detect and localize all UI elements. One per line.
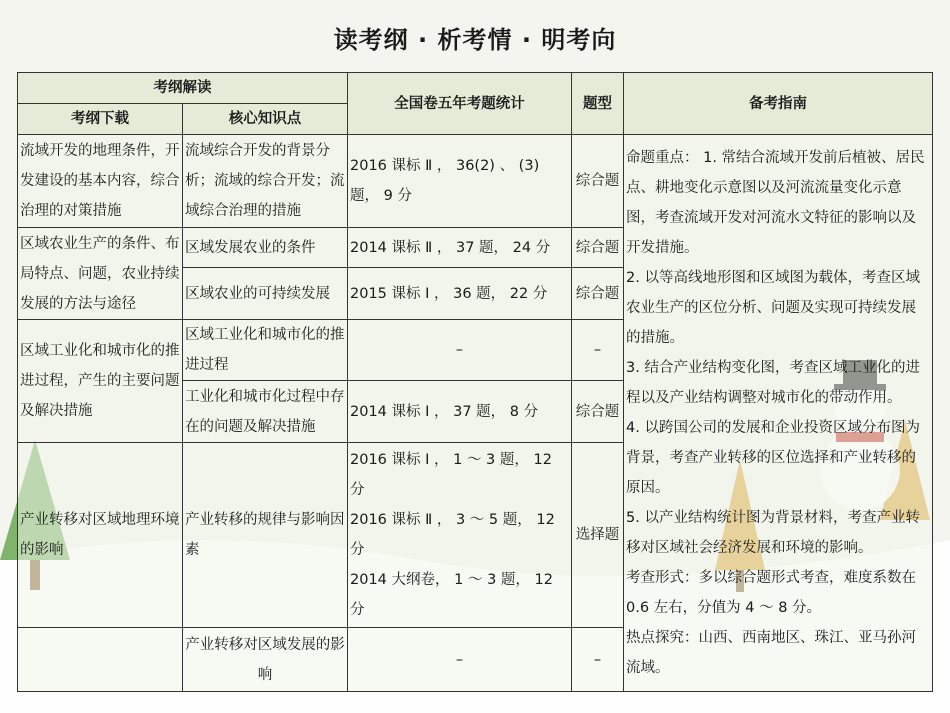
guide-point-4: 4. 以跨国公司的发展和企业投资区域分布图为背景，考查产业转移的区位选择和产业转移的原因。 — [626, 420, 920, 496]
header-knowledge: 核心知识点 — [183, 104, 348, 135]
stats-cell: 2015 课标 Ⅰ ， 36 题， 22 分 — [348, 268, 572, 320]
knowledge-cell: 区域工业化和城市化的推进过程 — [183, 320, 348, 381]
type-cell: 综合题 — [572, 381, 624, 443]
stats-line: 2016 课标 Ⅱ ， 3 ～ 5 题， 12 分 — [350, 512, 555, 558]
stats-cell: – — [348, 628, 572, 692]
header-stats: 全国卷五年考题统计 — [348, 73, 572, 135]
stats-cell: 2016 课标 Ⅱ ， 36(2) 、 (3) 题， 9 分 — [348, 135, 572, 228]
knowledge-cell: 产业转移的规律与影响因素 — [183, 443, 348, 628]
knowledge-cell: 区域发展农业的条件 — [183, 228, 348, 268]
header-guide: 备考指南 — [624, 73, 933, 135]
guide-point-2: 2. 以等高线地形图和区域图为载体，考查区域农业生产的区位分析、问题及实现可持续发展的措施。 — [626, 270, 920, 346]
knowledge-cell: 工业化和城市化过程中存在的问题及解决措施 — [183, 381, 348, 443]
page-title: 读考纲 · 析考情 · 明考向 — [333, 26, 617, 54]
guide-point-3: 3. 结合产业结构变化图，考查区域工业化的进程以及产业结构调整对城市化的带动作用。 — [626, 360, 920, 406]
type-cell: – — [572, 320, 624, 381]
stats-line: 2016 课标 Ⅰ ， 1 ～ 3 题， 12 分 — [350, 452, 552, 498]
stats-cell: 2014 课标 Ⅰ ， 37 题， 8 分 — [348, 381, 572, 443]
knowledge-cell: 流域综合开发的背景分析；流域的综合开发；流域综合治理的措施 — [183, 135, 348, 228]
header-outline-group: 考纲解读 — [18, 73, 348, 104]
knowledge-cell: 产业转移对区域发展的影响 — [183, 628, 348, 692]
knowledge-cell: 区域农业的可持续发展 — [183, 268, 348, 320]
type-cell: 综合题 — [572, 268, 624, 320]
outline-cell — [18, 628, 183, 692]
type-cell: 综合题 — [572, 228, 624, 268]
type-cell: 选择题 — [572, 443, 624, 628]
guide-exam-form: 考查形式：多以综合题形式考查，难度系数在 0.6 左右，分值为 4 ～ 8 分。 — [626, 570, 916, 616]
outline-cell: 区域农业生产的条件、布局特点、问题，农业持续发展的方法与途径 — [18, 228, 183, 320]
outline-cell: 产业转移对区域地理环境的影响 — [18, 443, 183, 628]
stats-cell: – — [348, 320, 572, 381]
guide-point-5: 5. 以产业结构统计图为背景材料，考查产业转移对区域社会经济发展和环境的影响。 — [626, 510, 920, 556]
stats-cell: 2014 课标 Ⅱ ， 37 题， 24 分 — [348, 228, 572, 268]
guide-point-1: 命题重点： 1. 常结合流域开发前后植被、居民点、耕地变化示意图以及河流流量变化示意图，考查流域开发对河流水文特征的影响以及开发措施。 — [626, 150, 925, 256]
stats-cell — [348, 443, 572, 628]
header-type: 题型 — [572, 73, 624, 135]
guide-cell — [624, 135, 933, 692]
type-cell: – — [572, 628, 624, 692]
type-cell: 综合题 — [572, 135, 624, 228]
guide-hotspot: 热点探究：山西、西南地区、珠江、亚马孙河流域。 — [626, 630, 916, 676]
outline-cell: 流域开发的地理条件，开发建设的基本内容，综合治理的对策措施 — [18, 135, 183, 228]
stats-line: 2014 大纲卷， 1 ～ 3 题， 12 分 — [350, 572, 553, 618]
exam-outline-table — [17, 72, 933, 692]
outline-cell: 区域工业化和城市化的推进过程，产生的主要问题及解决措施 — [18, 320, 183, 443]
header-outline: 考纲下载 — [18, 104, 183, 135]
